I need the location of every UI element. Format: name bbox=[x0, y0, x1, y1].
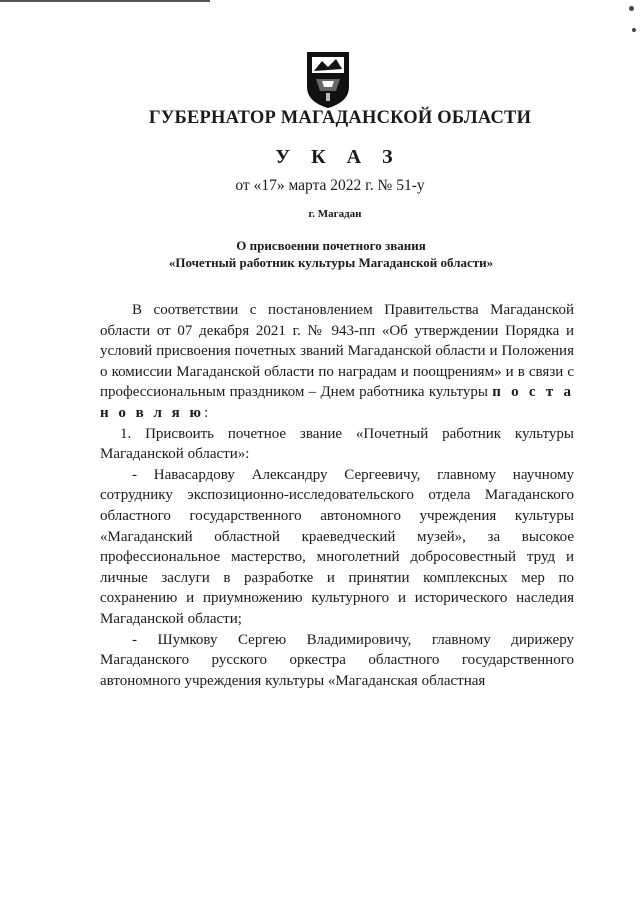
subject-line-2: «Почетный работник культуры Магаданской области» bbox=[168, 255, 494, 270]
document-subject bbox=[0, 237, 640, 271]
document-body bbox=[100, 300, 574, 691]
preamble-paragraph bbox=[100, 300, 574, 424]
scan-artifact-dot bbox=[632, 28, 636, 32]
subject-line-1: О присвоении почетного звания bbox=[236, 238, 426, 253]
preamble-text: В соответствии с постановлением Правительства Магаданской области от 07 декабря 2021 г. № 943-пп «Об утверждении Порядка и условий присвоения почетных званий Магаданской области и Положения о комиссии Магаданской области по наградам и поощрениям» и в связи с профессиональным праздником – Днем работника культуры bbox=[100, 302, 574, 401]
document-type: У К А З bbox=[275, 146, 401, 168]
awardee-1: - Навасардову Александру Сергеевичу, главному научному сотруднику экспозиционно-исследовательского отдела Магаданского областного государственного автономного учреждения культуры «Магаданский областной краеведческий музей», за высокое профессиональное мастерство, многолетний добросовестный труд и личные заслуги в разработке и принятии комплексных мер по сохранению и приумножению культурного и исторического наследия Магаданской области; bbox=[100, 466, 574, 627]
scan-artifact-dot bbox=[629, 6, 634, 11]
issuer-title: ГУБЕРНАТОР МАГАДАНСКОЙ ОБЛАСТИ bbox=[148, 108, 532, 128]
decree-colon: : bbox=[204, 404, 209, 421]
scan-artifact-line bbox=[0, 0, 210, 2]
item-1: 1. Присвоить почетное звание «Почетный работник культуры Магаданской области»: bbox=[100, 425, 574, 463]
date-number-line: от «17» марта 2022 г. № 51-у bbox=[235, 177, 425, 194]
awardee-2: - Шумкову Сергею Владимировичу, главному дирижеру Магаданского русского оркестра областного государственного автономного учреждения культуры «Магаданская областная bbox=[100, 631, 574, 689]
city: г. Магадан bbox=[308, 208, 362, 220]
coat-of-arms-icon bbox=[306, 51, 350, 109]
decree-word: п о с т а н о в л я ю bbox=[100, 384, 575, 421]
